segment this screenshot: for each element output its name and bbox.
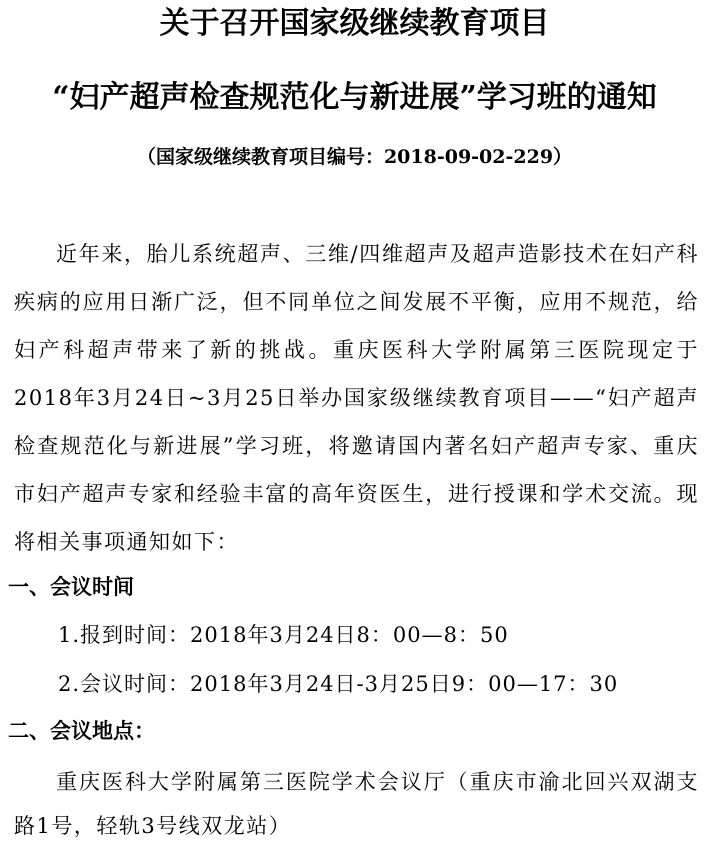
section-heading-meeting-venue: 二、会议地点： bbox=[8, 719, 155, 743]
document-title-line1: 关于召开国家级继续教育项目 bbox=[159, 6, 550, 41]
project-code: （国家级继续教育项目编号：2018-09-02-229） bbox=[136, 146, 573, 168]
intro-paragraph: 近年来，胎儿系统超声、三维/四维超声及超声造影技术在妇产科疾病的应用日渐广泛，但不同单位之间发展不平衡，应用不规范，给妇产科超声带来了新的挑战。重庆医科大学附属第三医院现定于2018年3月24日~3月25日举办国家级继续教育项目——“妇产超声检查规范化与新进展”学习班，将邀请国内著名妇产超声专家、重庆市妇产超声专家和经验丰富的高年资医生，进行授课和学术交流。现将相关事项通知如下： bbox=[14, 242, 699, 554]
registration-time: 1.报到时间：2018年3月24日8：00—8：50 bbox=[58, 623, 509, 647]
section-heading-meeting-time: 一、会议时间 bbox=[8, 575, 134, 599]
meeting-time: 2.会议时间：2018年3月24日-3月25日9：00—17：30 bbox=[58, 672, 619, 696]
meeting-venue: 重庆医科大学附属第三医院学术会议厅（重庆市渝北回兴双湖支路1号，轻轨3号线双龙站） bbox=[14, 770, 699, 838]
document-title-line2: “妇产超声检查规范化与新进展”学习班的通知 bbox=[52, 80, 657, 115]
